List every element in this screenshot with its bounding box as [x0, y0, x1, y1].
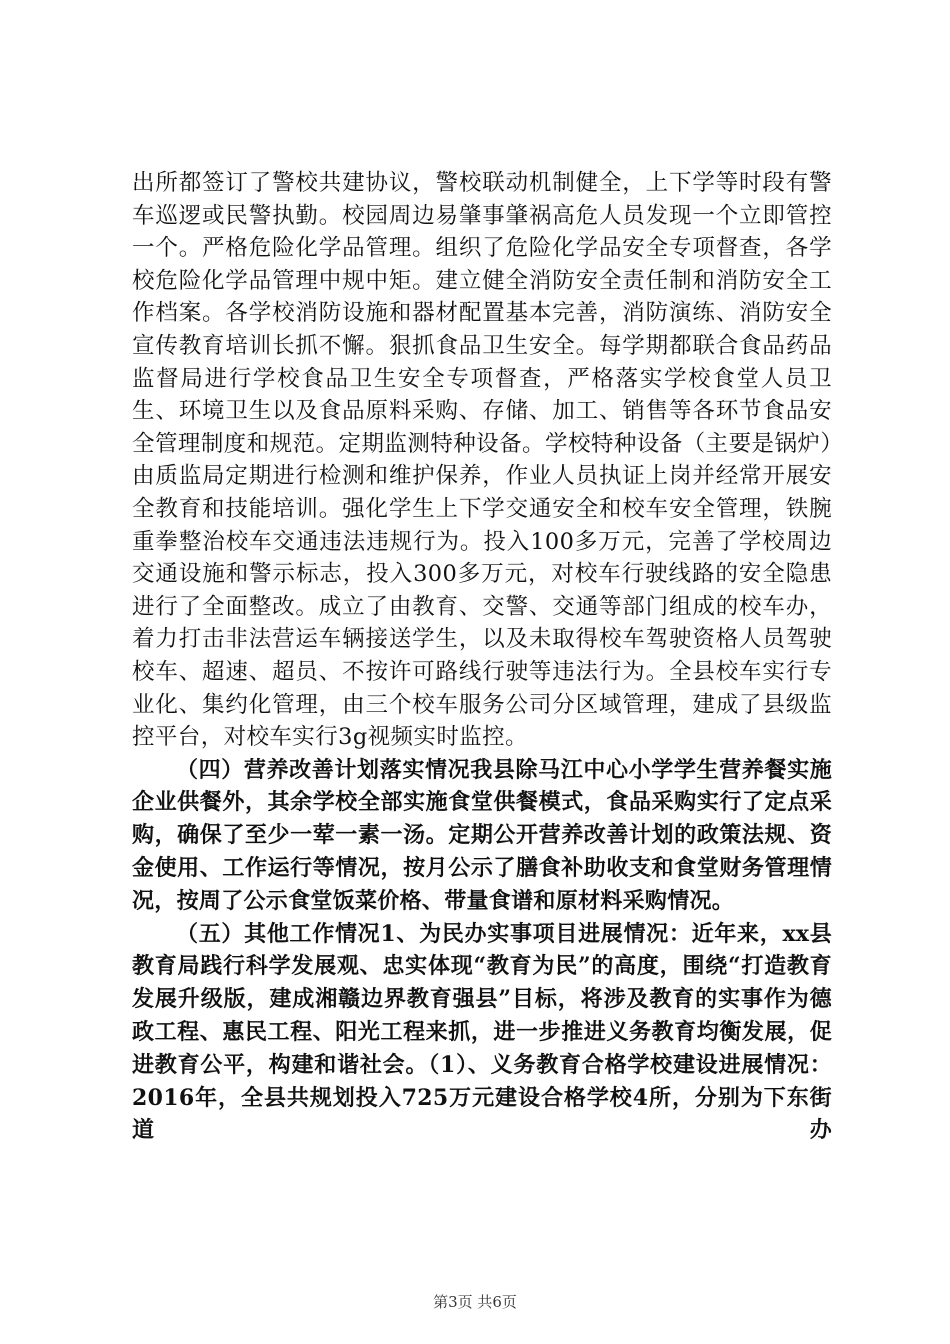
page-number-footer: 第3页 共6页 [433, 1293, 517, 1311]
paragraph-safety-management: 出所都签订了警校共建协议，警校联动机制健全，上下学等时段有警车巡逻或民警执勤。校园周边易肇事肇祸高危人员发现一个立即管控一个。严格危险化学品管理。组织了危险化学品安全专项督查，各学校危险化学品管理中规中矩。建立健全消防安全责任制和消防安全工作档案。各学校消防设施和器材配置基本完善，消防演练、消防安全宣传教育培训长抓不懈。狠抓食品卫生安全。每学期都联合食品药品监督局进行学校食品卫生安全专项督查，严格落实学校食堂人员卫生、环境卫生以及食品原料采购、存储、加工、销售等各环节食品安全管理制度和规范。定期监测特种设备。学校特种设备（主要是锅炉）由质监局定期进行检测和维护保养，作业人员执证上岗并经常开展安全教育和技能培训。强化学生上下学交通安全和校车安全管理，铁腕重拳整治校车交通违法违规行为。投入100多万元，完善了学校周边交通设施和警示标志，投入300多万元，对校车行驶线路的安全隐患进行了全面整改。成立了由教育、交警、交通等部门组成的校车办，着力打击非法营运车辆接送学生，以及未取得校车驾驶资格人员驾驶校车、超速、超员、不按许可路线行驶等违法行为。全县校车实行专业化、集约化管理，由三个校车服务公司分区域管理，建成了县级监控平台，对校车实行3g视频实时监控。 [132, 170, 832, 751]
paragraph-nutrition-plan: （四）营养改善计划落实情况我县除马江中心小学学生营养餐实施企业供餐外，其余学校全部实施食堂供餐模式，食品采购实行了定点采购，确保了至少一荤一素一汤。定期公开营养改善计划的政策法规、资金使用、工作运行等情况，按月公示了膳食补助收支和食堂财务管理情况，按周了公示食堂饭菜价格、带量食谱和原材料采购情况。 [132, 756, 832, 914]
document-body [132, 167, 832, 1147]
paragraph-other-work: （五）其他工作情况1、为民办实事项目进展情况：近年来，xx县教育局践行科学发展观、忠实体现“教育为民”的高度，围绕“打造教育发展升级版，建成湘赣边界教育强县”目标，将涉及教育的实事作为德政工程、惠民工程、阳光工程来抓，进一步推进义务教育均衡发展，促进教育公平，构建和谐社会。（1）、义务教育合格学校建设进展情况：2016年，全县共规划投入725万元建设合格学校4所，分别为下东街道办 [132, 920, 832, 1144]
